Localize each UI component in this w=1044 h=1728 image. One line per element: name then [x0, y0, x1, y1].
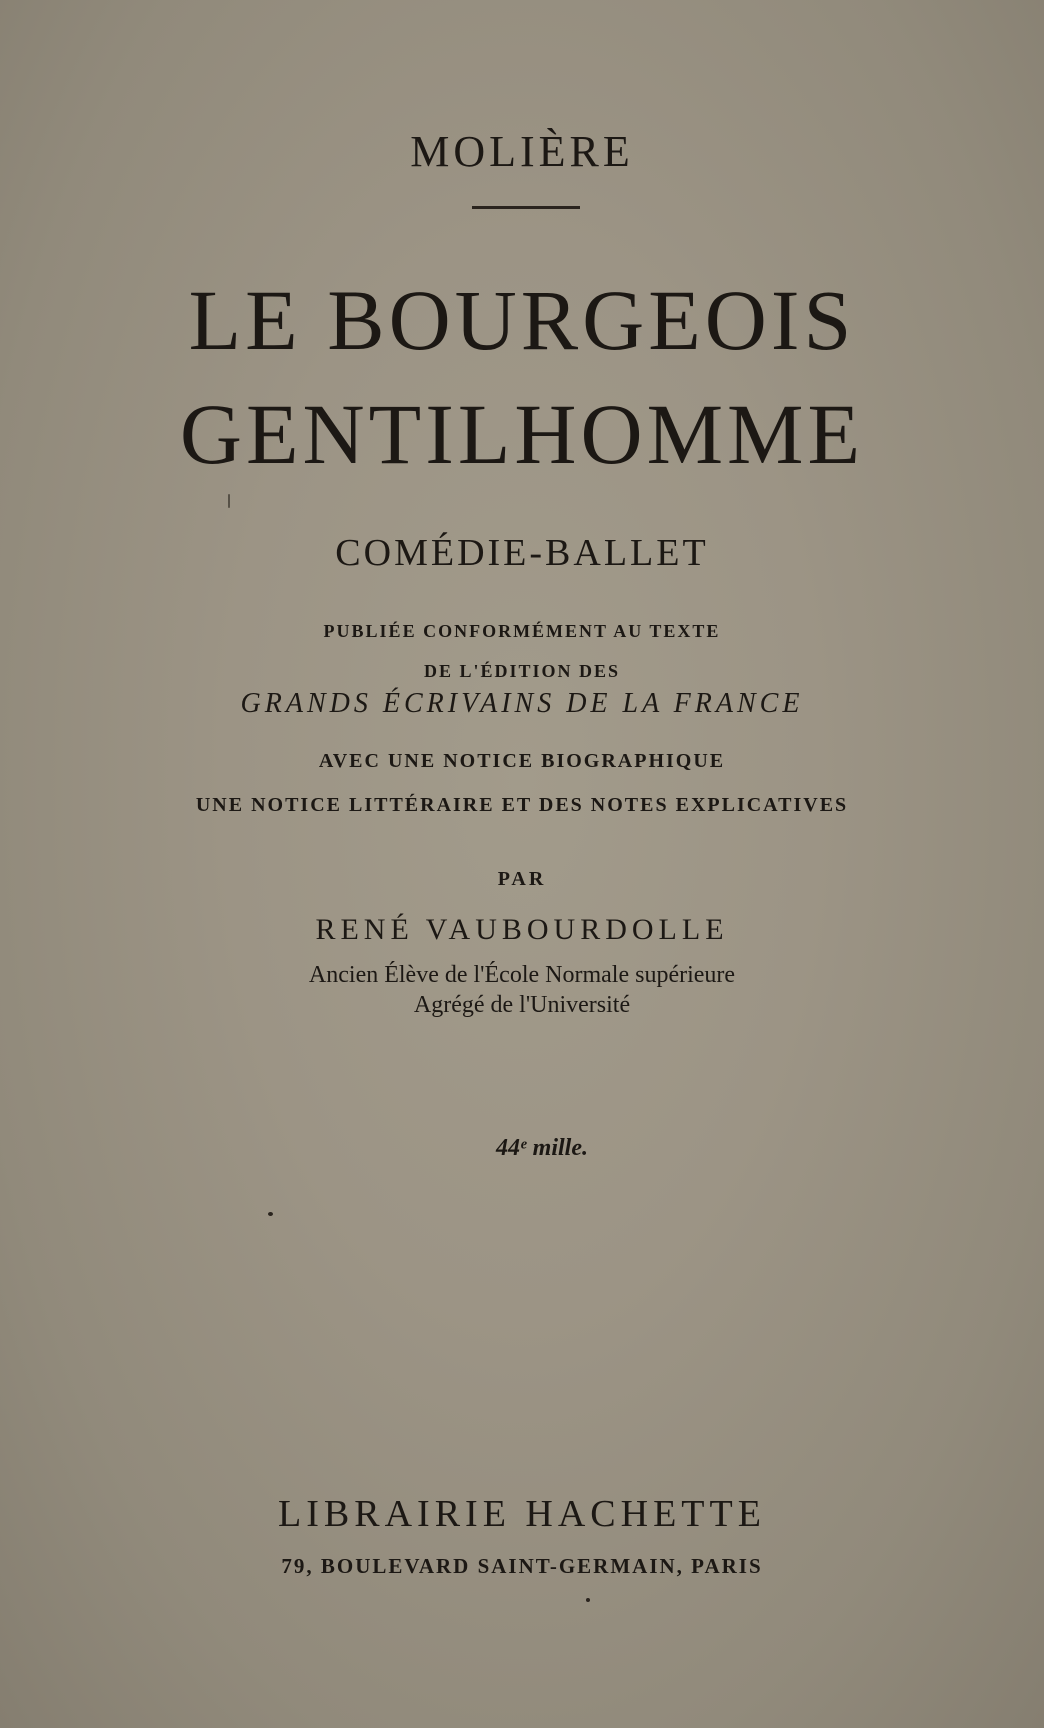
publication-note-line-2: DE L'ÉDITION DES	[423, 661, 621, 681]
notice-line-2: UNE NOTICE LITTÉRAIRE ET DES NOTES EXPLICATIVES	[195, 794, 849, 816]
notice-line-1: AVEC UNE NOTICE BIOGRAPHIQUE	[318, 750, 726, 772]
series-title: GRANDS ÉCRIVAINS DE LA FRANCE	[240, 688, 804, 719]
publication-note-line-1: PUBLIÉE CONFORMÉMENT AU TEXTE	[323, 621, 721, 641]
book-title-line-1: LE BOURGEOIS	[188, 272, 856, 368]
by-label: PAR	[497, 868, 547, 890]
author-name: MOLIÈRE	[410, 127, 634, 176]
ink-speck	[268, 1212, 273, 1216]
editor-name: RENÉ VAUBOURDOLLE	[315, 913, 729, 946]
edition-number: 44ᵉ mille.	[496, 1135, 588, 1161]
publisher-name: LIBRAIRIE HACHETTE	[278, 1493, 766, 1535]
editor-credential-2: Agrégé de l'Université	[413, 992, 631, 1018]
publisher-address: 79, BOULEVARD SAINT-GERMAIN, PARIS	[281, 1554, 763, 1578]
book-title-line-2: GENTILHOMME	[179, 386, 865, 482]
divider-rule	[472, 206, 580, 209]
ink-speck	[228, 494, 230, 508]
genre-label: COMÉDIE-BALLET	[335, 532, 709, 574]
editor-credential-1: Ancien Élève de l'École Normale supérieure	[308, 962, 736, 988]
ink-speck	[586, 1598, 590, 1602]
